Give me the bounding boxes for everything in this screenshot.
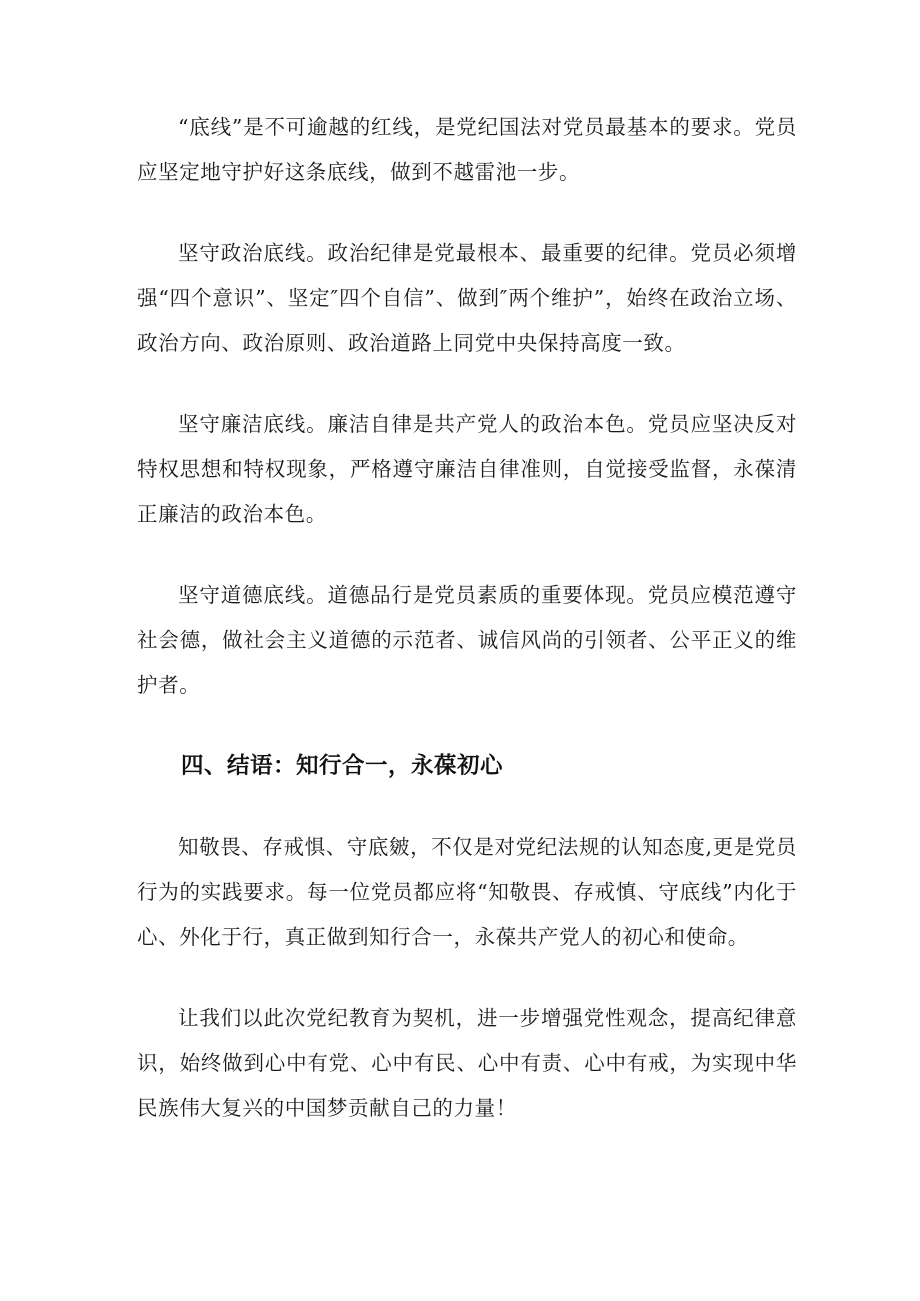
paragraph-political-bottom-line: 坚守政治底线。政治纪律是党最根本、最重要的纪律。党员必须增强“四个意识”、坚定″四个自信”、做到″两个维护”，始终在政治立场、政治方向、政治原则、政治道路上同党中央保持高度一致。 [137,241,797,355]
paragraph-conclusion-practice: 知敬畏、存戒惧、守底皴，不仅是对党纪法规的认知态度,更是党员行为的实践要求。每一位党员都应将“知敬畏、存戒慎、守底线”内化于心、外化于行，真正做到知行合一，永葆共产党人的初心和使命。 [137,835,798,949]
document-body [137,105,797,1167]
paragraph-conclusion-call: 让我们以此次党纪教育为契机，进一步增强党性观念，提高纪律意识，始终做到心中有党、心中有民、心中有责、心中有戒，为实现中华民族伟大复兴的中国梦贡献自己的力量！ [137,1006,797,1120]
section-heading-conclusion: 四、结语：知行合一，永葆初心 [181,753,504,779]
paragraph-bottom-line-intro: “底线”是不可逾越的红线，是党纪国法对党员最基本的要求。党员应坚定地守护好这条底线，做到不越雷池一步。 [137,115,797,184]
paragraph-moral-bottom-line: 坚守道德底线。道德品行是党员素质的重要体现。党员应模范遵守社会德，做社会主义道德的示范者、诚信风尚的引领者、公平正义的维护者。 [137,583,797,697]
paragraph-integrity-bottom-line: 坚守廉洁底线。廉洁自律是共产党人的政治本色。党员应坚决反对特权思想和特权现象，严格遵守廉洁自律准则，自觉接受监督，永葆清正廉洁的政治本色。 [137,412,797,526]
